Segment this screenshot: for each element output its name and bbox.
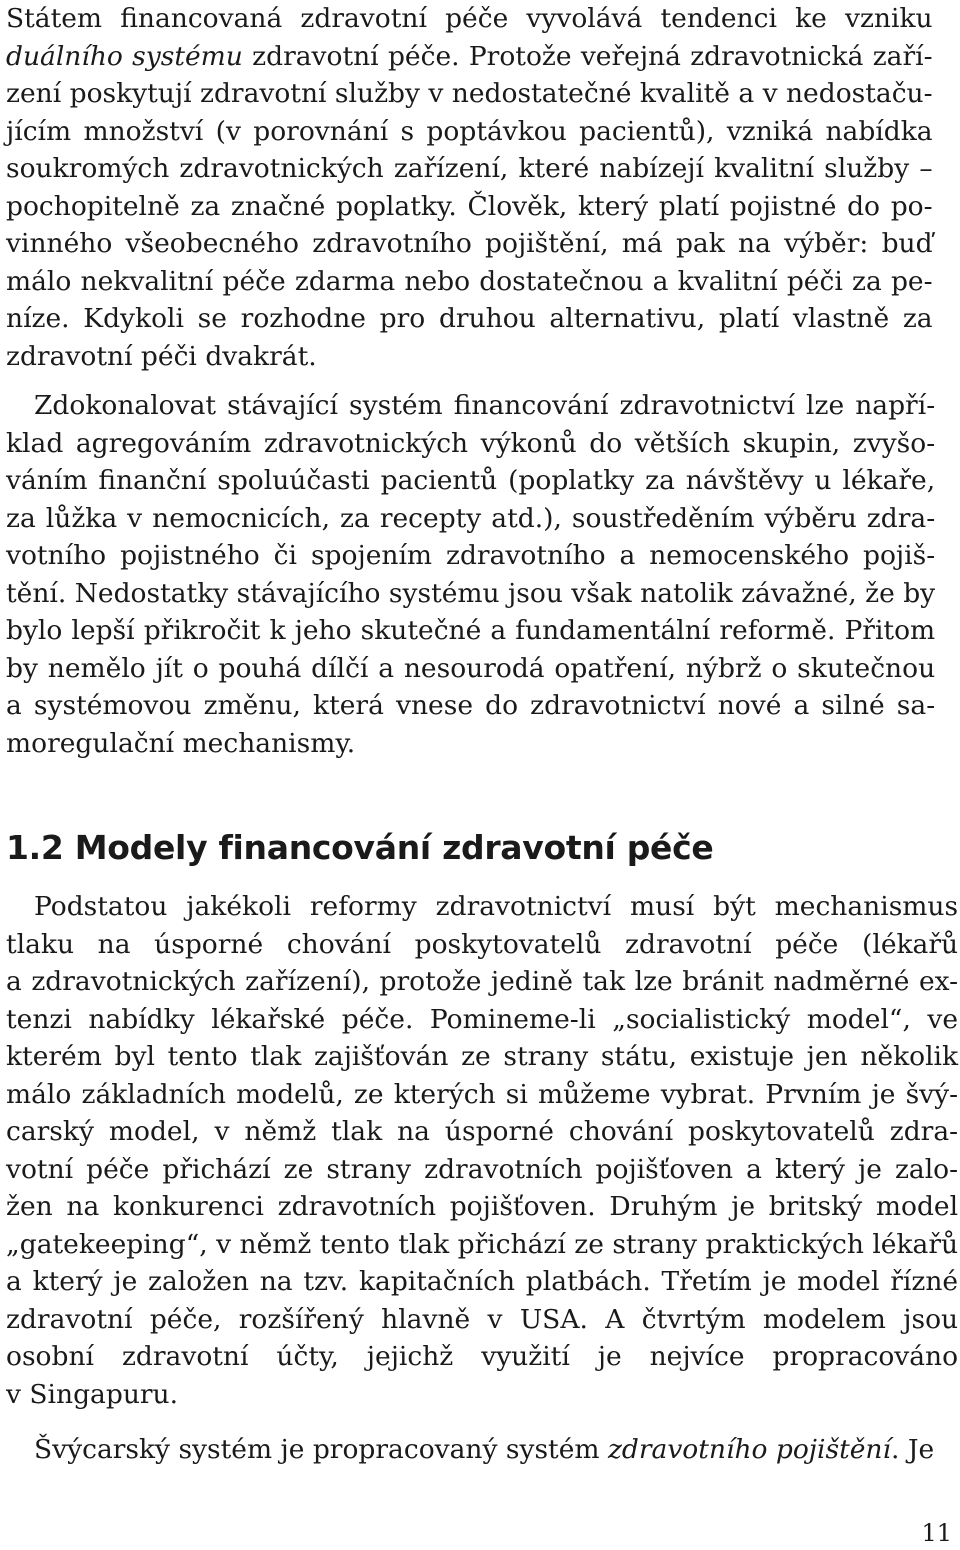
text-line: Zdokonalovat stávající systém financování zdravotnictví lze napří-	[34, 390, 936, 421]
italic-term: duálního systému	[6, 40, 243, 72]
text-line: za lůžka v nemocnicích, za recepty atd.), soustředěním výběru zdra-	[6, 502, 936, 534]
text-line: vinného všeobecného zdravotního pojištění, má pak na výběr: buď	[6, 228, 933, 259]
page-number: 11	[921, 1519, 952, 1547]
text-line: votního pojistného či spojením zdravotního a nemocenského pojiš-	[6, 540, 936, 571]
text-line: a který je založen na tzv. kapitačních platbách. Třetím je model řízné	[6, 1266, 959, 1297]
text-line: Státem financovaná zdravotní péče vyvolává tendenci ke vzniku	[6, 3, 933, 34]
text-line: tlaku na úsporné chování poskytovatelů zdravotní péče (lékařů	[6, 928, 959, 960]
text-line: níze. Kdykoli se rozhodne pro druhou alternativu, platí vlastně za	[6, 303, 933, 334]
paragraph-models	[6, 888, 958, 1413]
text-line: zdravotní péče, rozšířený hlavně v USA. A čtvrtým modelem jsou	[6, 1303, 959, 1335]
text-line-with-italic	[6, 38, 933, 76]
text-fragment: zdravotní péče. Protože veřejná zdravotnická zaří-	[242, 40, 933, 72]
text-line: klad agregováním zdravotnických výkonů do větších skupin, zvyšo-	[6, 427, 936, 459]
section-heading: 1.2 Modely financování zdravotní péče	[6, 828, 714, 867]
text-line: málo nekvalitní péče zdarma nebo dostatečnou a kvalitní péči za pe-	[6, 265, 933, 297]
text-line: a zdravotnických zařízení), protože jedině tak lze bránit nadměrné ex-	[6, 966, 959, 997]
text-line: zdravotní péči dvakrát.	[6, 340, 317, 372]
text-line: váním finanční spoluúčasti pacientů (poplatky za návštěvy u lékaře,	[6, 465, 936, 496]
text-line: Podstatou jakékoli reformy zdravotnictví musí být mechanismus	[34, 891, 959, 922]
italic-term: zdravotního pojištění	[607, 1434, 891, 1465]
text-line: tění. Nedostatky stávajícího systému jsou však natolik závažné, že by	[6, 577, 936, 609]
text-line: moregulační mechanismy.	[6, 727, 356, 759]
text-line: by nemělo jít o pouhá dílčí a nesourodá opatření, nýbrž o skutečnou	[6, 652, 936, 684]
text-line: tenzi nabídky lékařské péče. Pomineme-li „socialistický model“, ve	[6, 1003, 959, 1035]
text-line: „gatekeeping“, v němž tento tlak přichází ze strany praktických lékařů	[6, 1228, 959, 1260]
text-line: pochopitelně za značné poplatky. Člověk, který platí pojistné do po-	[6, 190, 933, 222]
text-line: osobní zdravotní účty, jejichž využití je nejvíce propracováno	[6, 1341, 959, 1372]
text-line: a systémovou změnu, která vnese do zdravotnictví nové a silné sa-	[6, 690, 936, 721]
text-line: jícím množství (v porovnání s poptávkou pacientů), vzniká nabídka	[6, 115, 933, 147]
text-line-with-italic	[6, 1431, 934, 1469]
text-line: carský model, v němž tlak na úsporné chování poskytovatelů zdra-	[6, 1116, 959, 1147]
paragraph-swiss-system	[6, 1431, 934, 1469]
text-line: kterém byl tento tlak zajišťován ze strany státu, existuje jen několik	[6, 1041, 959, 1072]
text-line: votní péče přichází ze strany zdravotních pojišťoven a který je zalo-	[6, 1153, 959, 1185]
paragraph-intro	[6, 0, 933, 375]
text-line: bylo lepší přikročit k jeho skutečné a fundamentální reformě. Přitom	[6, 615, 936, 646]
text-line: soukromých zdravotnických zařízení, které nabízejí kvalitní služby –	[6, 153, 933, 184]
text-line: v Singapuru.	[6, 1378, 179, 1410]
text-fragment: . Je	[890, 1434, 935, 1465]
text-fragment: Švýcarský systém je propracovaný systém	[34, 1434, 608, 1465]
text-line: žen na konkurenci zdravotních pojišťoven. Druhým je britský model	[6, 1191, 959, 1222]
text-line: málo základních modelů, ze kterých si můžeme vybrat. Prvním je švý-	[6, 1078, 959, 1110]
paragraph-improvement	[6, 387, 935, 762]
text-line: zení poskytují zdravotní služby v nedostatečné kvalitě a v nedostaču-	[6, 78, 933, 109]
